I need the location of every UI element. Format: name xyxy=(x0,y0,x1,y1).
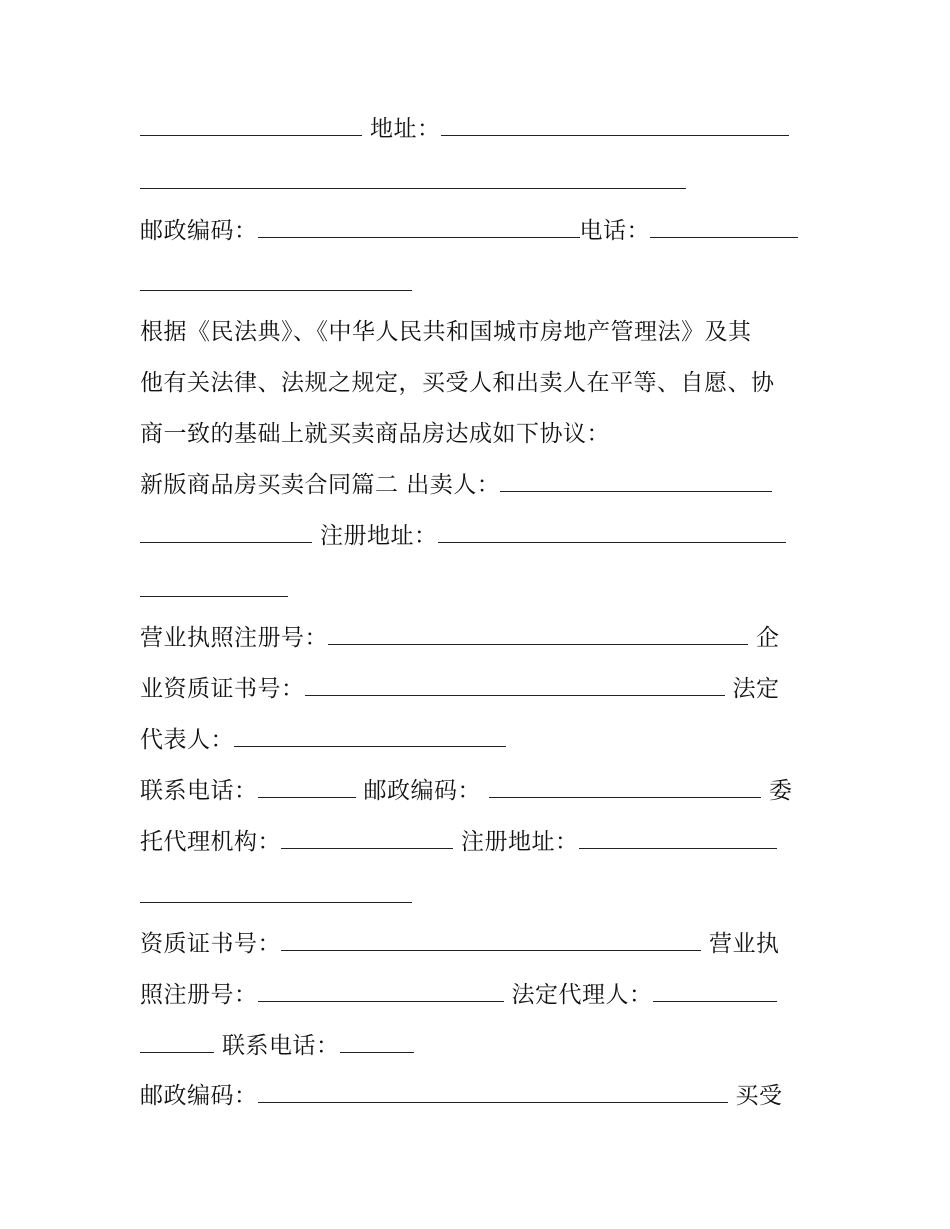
qualification-tail: 法定 xyxy=(732,676,780,702)
agency-address-continuation-line xyxy=(140,880,412,912)
legal-representative-line xyxy=(140,724,506,756)
qualification-line xyxy=(140,673,780,705)
agency-address-blank[interactable] xyxy=(579,826,777,849)
registered-address-continuation-blank[interactable] xyxy=(140,574,288,597)
agency-qualification-line xyxy=(140,928,780,960)
agency-contact-line xyxy=(140,1030,414,1062)
agency-line xyxy=(140,826,777,858)
business-license-blank[interactable] xyxy=(328,622,748,645)
contact-phone-label: 联系电话： xyxy=(140,778,258,804)
address-continuation-blank[interactable] xyxy=(140,166,686,189)
agency-contact-label: 联系电话： xyxy=(222,1033,340,1059)
qualification-label: 业资质证书号： xyxy=(140,676,305,702)
phone-continuation-blank[interactable] xyxy=(140,268,412,291)
agency-postcode-tail: 买受 xyxy=(735,1083,783,1109)
phone-blank[interactable] xyxy=(650,215,798,238)
address-blank[interactable] xyxy=(441,113,789,136)
registered-address-line xyxy=(140,520,786,552)
name-blank[interactable] xyxy=(140,113,362,136)
agency-blank[interactable] xyxy=(281,826,453,849)
business-license-tail: 企 xyxy=(756,625,780,651)
agency-address-label: 注册地址： xyxy=(461,829,579,855)
contact-postcode-blank[interactable] xyxy=(489,775,761,798)
agency-contact-blank[interactable] xyxy=(340,1030,414,1053)
postcode-label: 邮政编码： xyxy=(140,218,258,244)
contact-tail: 委 xyxy=(769,778,793,804)
agency-license-blank[interactable] xyxy=(258,979,504,1002)
seller-blank[interactable] xyxy=(500,469,772,492)
agency-address-continuation-blank[interactable] xyxy=(140,880,412,903)
registered-address-continuation-line xyxy=(140,574,288,606)
agency-legal-agent-label: 法定代理人： xyxy=(511,982,653,1008)
agency-postcode-blank[interactable] xyxy=(258,1080,728,1103)
paragraph-line-2: 他有关法律、法规之规定，买受人和出卖人在平等、自愿、协 xyxy=(140,370,775,396)
agency-qualification-blank[interactable] xyxy=(281,928,701,951)
agency-qualification-label: 资质证书号： xyxy=(140,931,281,957)
business-license-label: 营业执照注册号： xyxy=(140,625,328,651)
agency-license-label: 照注册号： xyxy=(140,982,258,1008)
address-continuation-line xyxy=(140,166,686,198)
agency-qualification-tail: 营业执 xyxy=(709,931,780,957)
legal-representative-label: 代表人： xyxy=(140,727,234,753)
contact-line xyxy=(140,775,793,807)
postcode-phone-line xyxy=(140,215,798,247)
registered-address-label: 注册地址： xyxy=(320,523,438,549)
agency-postcode-label: 邮政编码： xyxy=(140,1083,258,1109)
contact-postcode-label: 邮政编码： xyxy=(363,778,481,804)
address-line xyxy=(140,113,789,145)
phone-continuation-line xyxy=(140,268,412,300)
seller-label: 新版商品房买卖合同篇二 出卖人： xyxy=(140,472,501,498)
paragraph-line-3: 商一致的基础上就买卖商品房达成如下协议： xyxy=(140,421,610,447)
phone-label: 电话： xyxy=(579,218,650,244)
agency-license-line xyxy=(140,979,777,1011)
qualification-blank[interactable] xyxy=(305,673,725,696)
contact-phone-blank[interactable] xyxy=(258,775,356,798)
agency-postcode-line xyxy=(140,1080,783,1112)
seller-continuation-blank[interactable] xyxy=(140,520,312,543)
address-label: 地址： xyxy=(370,116,441,142)
legal-representative-blank[interactable] xyxy=(234,724,506,747)
postcode-blank[interactable] xyxy=(258,215,580,238)
seller-line xyxy=(140,469,772,501)
agency-legal-agent-blank[interactable] xyxy=(653,979,777,1002)
paragraph-line-1: 根据《民法典》、《中华人民共和国城市房地产管理法》及其 xyxy=(140,319,752,345)
registered-address-blank[interactable] xyxy=(438,520,786,543)
agency-legal-agent-continuation-blank[interactable] xyxy=(140,1030,214,1053)
business-license-line xyxy=(140,622,780,654)
agency-label: 托代理机构： xyxy=(140,829,281,855)
